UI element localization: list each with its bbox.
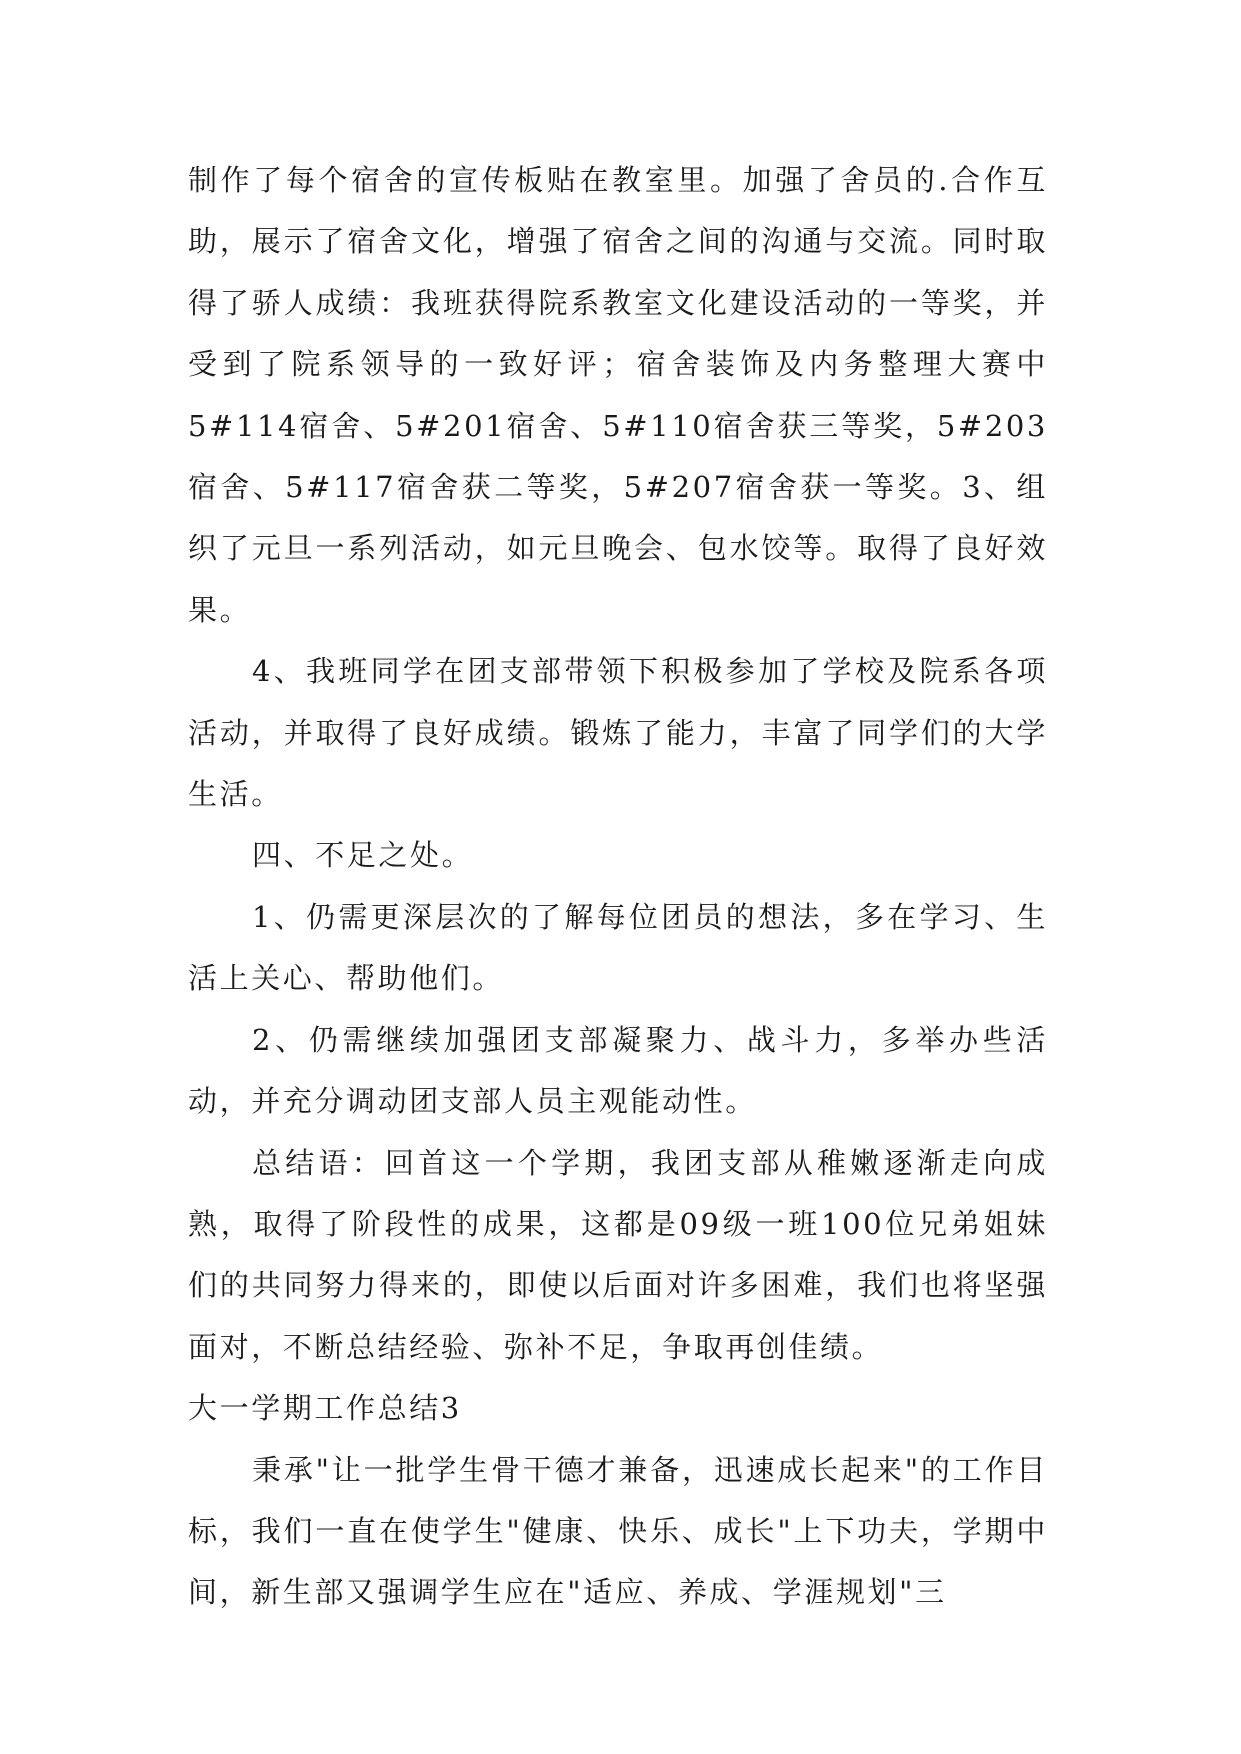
article-title: 大一学期工作总结3 (188, 1391, 462, 1426)
paragraph-shortcoming-1: 1、仍需更深层次的了解每位团员的想法，多在学习、生活上关心、帮助他们。 (188, 899, 1048, 996)
paragraph-conclusion: 总结语：回首这一个学期，我团支部从稚嫩逐渐走向成熟，取得了阶段性的成果，这都是09级一班100位兄弟姐妹们的共同努力得来的，即使以后面对许多困难，我们也将坚强面对，不断总结经验、弥补不足，争取再创佳绩。 (188, 1145, 1048, 1364)
paragraph-dormitory-activities: 制作了每个宿舍的宣传板贴在教室里。加强了舍员的.合作互助，展示了宿舍文化，增强了宿舍之间的沟通与交流。同时取得了骄人成绩：我班获得院系教室文化建设活动的一等奖，并受到了院系领导的一致好评；宿舍装饰及内务整理大赛中5#114宿舍、5#201宿舍、5#110宿舍获三等奖，5#203宿舍、5#117宿舍获二等奖，5#207宿舍获一等奖。3、组织了元旦一系列活动，如元旦晚会、包水饺等。取得了良好效果。 (188, 163, 1048, 627)
document-body (188, 150, 1048, 1624)
section-heading-shortcomings: 四、不足之处。 (252, 838, 474, 873)
paragraph-school-activities: 4、我班同学在团支部带领下积极参加了学校及院系各项活动，并取得了良好成绩。锻炼了能力，丰富了同学们的大学生活。 (188, 654, 1048, 812)
paragraph-shortcoming-2: 2、仍需继续加强团支部凝聚力、战斗力，多举办些活动，并充分调动团支部人员主观能动性。 (188, 1022, 1048, 1119)
paragraph-work-goal: 秉承"让一批学生骨干德才兼备，迅速成长起来"的工作目标，我们一直在使学生"健康、快乐、成长"上下功夫，学期中间，新生部又强调学生应在"适应、养成、学涯规划"三 (188, 1452, 1048, 1610)
